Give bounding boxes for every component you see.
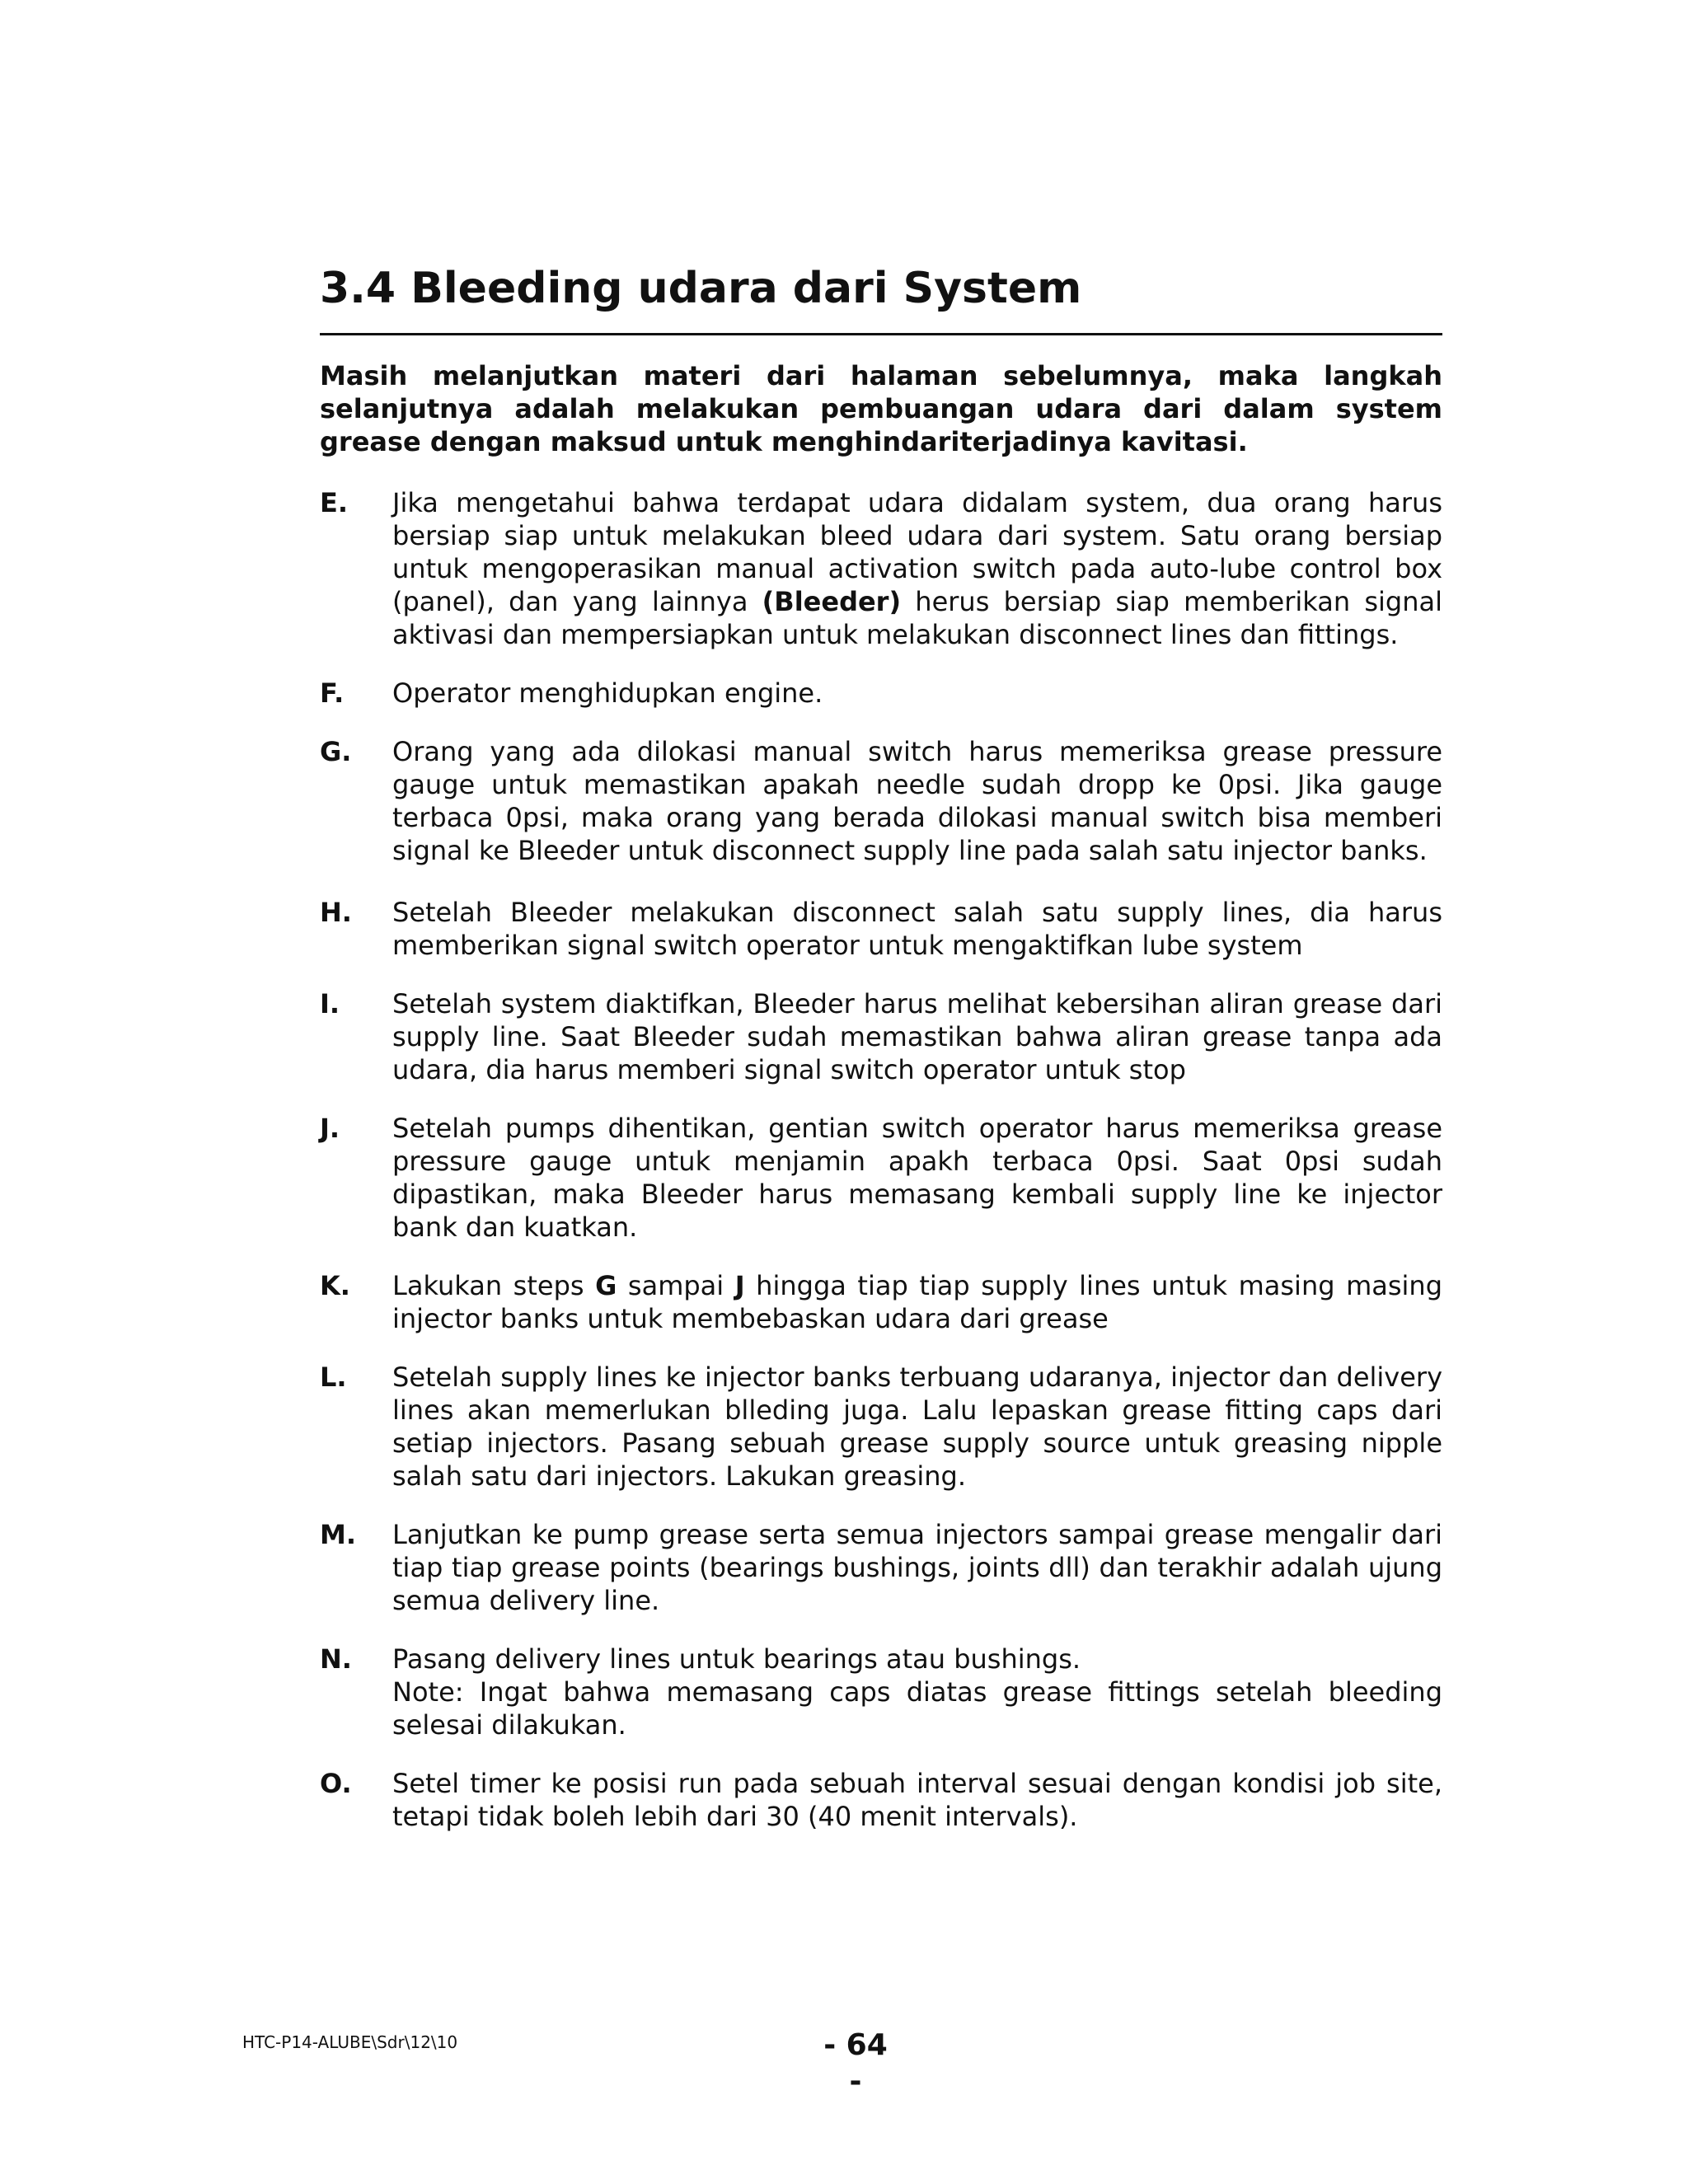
step-text-part: Setelah supply lines ke injector banks terbuang udaranya, injector dan delivery lines akan memerlukan blleding juga. Lalu lepaskan grease fitting caps dari setiap injectors. Pasang sebuah grease supply source untuk greasing nipple salah satu dari injectors. Lakukan greasing. bbox=[392, 1361, 1442, 1492]
step-text-part: Jika mengetahui bahwa terdapat udara didalam system, dua orang harus bersiap siap untuk melakukan bleed udara dari system. Satu orang bersiap untuk mengoperasikan manual activation switch pada auto-lube control box (panel), dan yang lainnya bbox=[392, 487, 1442, 617]
step-text bbox=[392, 1767, 1442, 1833]
step-text-part: Setel timer ke posisi run pada sebuah interval sesuai dengan kondisi job site, tetapi tidak boleh lebih dari 30 (40 menit intervals). bbox=[392, 1768, 1442, 1832]
step-text-part: Orang yang ada dilokasi manual switch harus memeriksa grease pressure gauge untuk memastikan apakah needle sudah dropp ke 0psi. Jika gauge terbaca 0psi, maka orang yang berada dilokasi manual switch bisa memberi signal ke Bleeder untuk disconnect supply line pada salah satu injector banks. bbox=[392, 736, 1442, 866]
step-text-part: Setelah system diaktifkan, Bleeder harus melihat kebersihan aliran grease dari supply line. Saat Bleeder sudah memastikan bahwa aliran grease tanpa ada udara, dia harus memberi signal switch operator untuk stop bbox=[392, 988, 1442, 1085]
step-text-part: Pasang delivery lines untuk bearings atau bushings. bbox=[392, 1643, 1081, 1675]
step-letter: G. bbox=[320, 736, 352, 767]
step-letter: F. bbox=[320, 677, 345, 709]
heading-underline bbox=[320, 333, 1442, 335]
page-number: - 64 - bbox=[823, 2028, 888, 2098]
intro-paragraph: Masih melanjutkan materi dari halaman sebelumnya, maka langkah selanjutnya adalah melakukan pembuangan udara dari dalam system grease dengan maksud untuk menghindariterjadinya kavitasi. bbox=[320, 360, 1442, 457]
section-heading: 3.4 Bleeding udara dari System bbox=[320, 264, 1082, 313]
step-text bbox=[392, 677, 1442, 710]
step-text bbox=[392, 1643, 1442, 1741]
step-text bbox=[392, 1518, 1442, 1617]
step-letter: K. bbox=[320, 1270, 350, 1301]
step-text-part: Lanjutkan ke pump grease serta semua injectors sampai grease mengalir dari tiap tiap grease points (bearings bushings, joints dll) dan terakhir adalah ujung semua delivery line. bbox=[392, 1519, 1442, 1616]
step-letter: H. bbox=[320, 897, 352, 928]
step-item bbox=[320, 896, 1442, 962]
step-text-bold: G bbox=[595, 1270, 617, 1301]
step-letter: O. bbox=[320, 1768, 352, 1799]
step-text bbox=[392, 486, 1442, 651]
step-text bbox=[392, 1361, 1442, 1493]
step-text bbox=[392, 735, 1442, 867]
step-text-part: herus bersiap siap memberikan signal aktivasi dan mempersiapkan untuk melakukan disconnect lines dan fittings. bbox=[392, 586, 1443, 650]
step-text-bold: J bbox=[734, 1270, 745, 1301]
step-text-bold: (Bleeder) bbox=[762, 586, 902, 617]
step-text-part: Setelah pumps dihentikan, gentian switch operator harus memeriksa grease pressure gauge untuk menjamin apakh terbaca 0psi. Saat 0psi sudah dipastikan, maka Bleeder harus memasang kembali supply line ke injector bank dan kuatkan. bbox=[392, 1113, 1442, 1243]
step-item bbox=[320, 677, 1442, 710]
step-item bbox=[320, 486, 1442, 651]
step-text-part: Setelah Bleeder melakukan disconnect salah satu supply lines, dia harus memberikan signal switch operator untuk mengaktifkan lube system bbox=[392, 897, 1442, 961]
step-letter: L. bbox=[320, 1361, 347, 1393]
step-item bbox=[320, 1518, 1442, 1617]
document-code: HTC-P14-ALUBE\Sdr\12\10 bbox=[242, 2032, 458, 2052]
step-letter: I. bbox=[320, 988, 340, 1019]
step-text-part: Operator menghidupkan engine. bbox=[392, 677, 823, 709]
step-item bbox=[320, 1269, 1442, 1335]
step-text bbox=[392, 987, 1442, 1086]
step-item bbox=[320, 1643, 1442, 1741]
step-text-part: Lakukan steps bbox=[392, 1270, 596, 1301]
step-item bbox=[320, 1767, 1442, 1833]
step-letter: J. bbox=[320, 1113, 340, 1144]
step-letter: M. bbox=[320, 1519, 356, 1550]
step-text bbox=[392, 1112, 1442, 1244]
step-text-part: sampai bbox=[617, 1270, 735, 1301]
step-text-part: Note: Ingat bahwa memasang caps diatas grease fittings setelah bleeding selesai dilakukan. bbox=[392, 1676, 1442, 1741]
step-item bbox=[320, 1361, 1442, 1493]
step-item bbox=[320, 987, 1442, 1086]
step-item bbox=[320, 1112, 1442, 1244]
step-text bbox=[392, 896, 1442, 962]
step-letter: E. bbox=[320, 487, 349, 518]
step-item bbox=[320, 735, 1442, 867]
step-letter: N. bbox=[320, 1643, 352, 1675]
step-list bbox=[320, 486, 1442, 1833]
step-text bbox=[392, 1269, 1442, 1335]
step-text-part: hingga tiap tiap supply lines untuk masing masing injector banks untuk membebaskan udara dari grease bbox=[392, 1270, 1443, 1334]
